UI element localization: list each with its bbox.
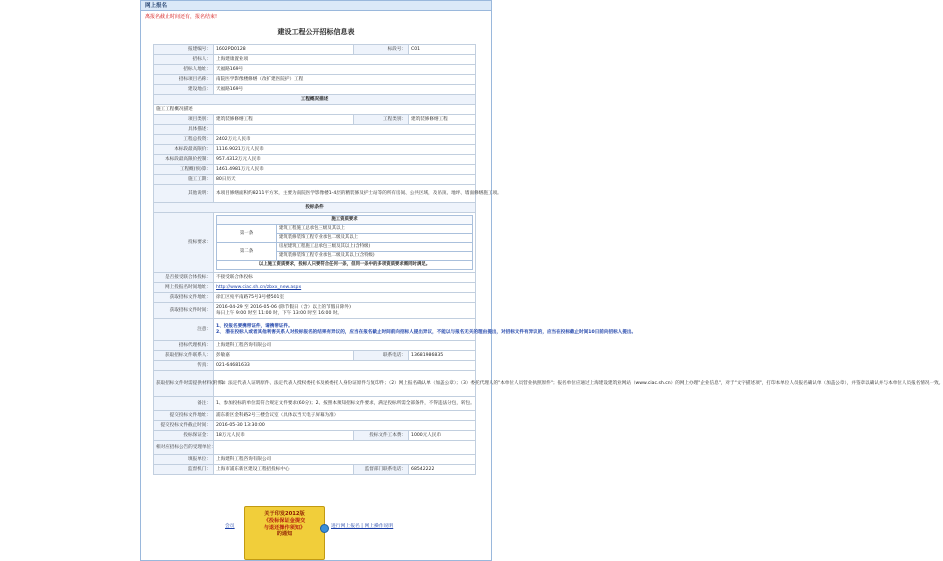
section-header — [154, 203, 476, 213]
field-label: 联系电话： — [354, 351, 409, 361]
field-label: 本标段最高限价控制： — [154, 155, 214, 165]
field-label: 备注： — [154, 397, 214, 411]
field-label: 报建编号： — [154, 45, 214, 55]
price-control: 957.4312万元人民币 — [214, 155, 476, 165]
contact-person: 彭敏嘉 — [214, 351, 354, 361]
online-registration-link[interactable]: 进行网上报名 | 网上操作说明 — [331, 524, 394, 529]
table-row — [154, 55, 476, 65]
time-range: 2016-04-29 至 2016-05-06 (除节假日（含）以上的节假日除外) — [216, 304, 351, 310]
table-row — [154, 273, 476, 283]
field-label: 网上投报名时间地址： — [154, 283, 214, 293]
qualification-item: 建筑装修装饰工程专业承包二级及其以上 — [277, 234, 473, 243]
popup-line: 关于印发2012版 — [264, 511, 305, 517]
field-label: 获取招标文件时需提供材料(附件)： — [154, 371, 214, 397]
table-row — [154, 351, 476, 361]
table-row — [154, 165, 476, 175]
document-title: 建设工程公开招标信息表 — [277, 28, 355, 36]
overview-subtitle: 施工工程概况描述 — [154, 105, 476, 115]
field-label: 提交投标文件地址： — [154, 411, 214, 421]
filling-unit: 上海建科工程咨询有限公司 — [214, 455, 476, 465]
qualification-note: 以上施工资质要求，投标人只要符合任何一条，但同一条中的多项资质要求需同时满足。 — [217, 261, 473, 270]
field-label: 投标保证金： — [154, 431, 214, 441]
table-row — [154, 175, 476, 185]
table-row — [154, 455, 476, 465]
deadline-warning: 离报名截止时间还有，报名结束! — [145, 14, 218, 20]
registration-url-cell — [214, 283, 476, 293]
field-label: 监督部门联系电话： — [354, 465, 409, 475]
fax-number: 021-64681633 — [214, 361, 476, 371]
table-row — [154, 371, 476, 397]
field-label: 具体描述： — [154, 125, 214, 135]
field-label: 获取招标文件地址： — [154, 293, 214, 303]
field-label: 标段号： — [354, 45, 409, 55]
table-row — [154, 361, 476, 371]
table-row — [154, 397, 476, 411]
table-row — [154, 135, 476, 145]
popup-badge-icon[interactable] — [320, 524, 329, 533]
notice-cell — [214, 319, 637, 341]
bidder-name: 上海建康置业项 — [214, 55, 476, 65]
field-label: 工程总投资： — [154, 135, 214, 145]
field-label: 填报单位： — [154, 455, 214, 465]
field-label: 招标人地址： — [154, 65, 214, 75]
lot-number: C01 — [409, 45, 476, 55]
engineering-type: 建筑装修修缮工程 — [409, 115, 476, 125]
other-notes: 本项目修缮面积约8211平方米，主要为南院医学影像楼1-4层的精装修及护士站等的所有房间、公共区域，及吊顶、地坪、墙面修缮施工项。 — [214, 185, 476, 203]
bid-number: 1602PD0128 — [214, 45, 354, 55]
submission-address: 浦东新区金科路2号三楼会议室（具体以当天电子屏幕为准） — [214, 411, 476, 421]
table-row — [154, 341, 476, 351]
qualification-cell — [214, 213, 476, 273]
field-label: 施工工期： — [154, 175, 214, 185]
submission-deadline: 2016-05-30 13:30:00 — [214, 421, 476, 431]
item-type: 建筑装修修缮工程 — [214, 115, 354, 125]
accepting-unit — [214, 441, 476, 455]
time-hours: 每日上午 9:00 时至 11:00 时，下午 13:00 时至 16:00 时。 — [216, 310, 343, 316]
registration-panel — [140, 0, 943, 561]
construction-site: 天福路169号 — [214, 85, 476, 95]
field-label: 是否接受联合体投标： — [154, 273, 214, 283]
section-overview-title: 工程概况描述 — [154, 95, 476, 105]
contact-phone: 13681986835 — [409, 351, 476, 361]
qualification-item: 建筑工程施工总承包三级及其以上 — [277, 225, 473, 234]
table-row — [154, 85, 476, 95]
table-row — [154, 213, 476, 273]
construction-period: 80日历天 — [214, 175, 476, 185]
field-label: 监督机门： — [154, 465, 214, 475]
notice-popup[interactable] — [244, 506, 325, 560]
document-cost: 1000元人民币 — [409, 431, 476, 441]
supervisor-phone: 68542222 — [409, 465, 476, 475]
table-row — [154, 185, 476, 203]
qualification-item: 房屋建筑工程施工总承包三级及其以上(含特级) — [277, 243, 473, 252]
table-row — [154, 75, 476, 85]
field-label: 投标文件工本费： — [354, 431, 409, 441]
budget-estimate: 1461.4981万元人民币 — [214, 165, 476, 175]
field-label: 其他说明： — [154, 185, 214, 203]
qualification-header: 施工资质要求 — [217, 216, 473, 225]
field-label: 招标项目名称： — [154, 75, 214, 85]
table-row — [154, 115, 476, 125]
field-label: 建设地点： — [154, 85, 214, 95]
table-row — [154, 65, 476, 75]
qualification-item: 建筑装修装饰工程专业承包二级及其以上(含特级) — [277, 252, 473, 261]
field-label: 工程概(预)算： — [154, 165, 214, 175]
table-row — [154, 441, 476, 455]
field-label: 注意： — [154, 319, 214, 341]
field-label: 相对应招标公告的受理单位： — [154, 441, 214, 455]
qualification-category: 第二条 — [217, 243, 277, 261]
table-row — [154, 45, 476, 55]
notice-2: 2、 潜在投标人或者其他利害关系人对投标报名的结果有异议的，应当在报名截止时间前向招标人提出异议，不能以与报名无关的理由提出，对招标文件有异议的，应当在投标截止时间10日前向招标人提出。 — [216, 329, 637, 335]
field-label: 项目类别： — [154, 115, 214, 125]
table-row — [154, 411, 476, 421]
detail-description — [214, 125, 476, 135]
document-time — [214, 303, 476, 319]
field-label: 招标代理机构： — [154, 341, 214, 351]
panel-title: 网上报名 — [141, 1, 491, 11]
table-row — [154, 303, 476, 319]
field-label: 获取招标文件时间： — [154, 303, 214, 319]
section-header — [154, 95, 476, 105]
notice-1: 1、投报名要携带证件，请携带证件。 — [216, 323, 293, 329]
field-label: 提交投标文件截止时间： — [154, 421, 214, 431]
qualification-table — [216, 215, 473, 270]
field-label: 工程类别： — [354, 115, 409, 125]
info-table — [153, 44, 943, 475]
document-address: 徐汇区宛平南路75号3号楼501室 — [214, 293, 476, 303]
joint-bid: 不接受联合体投标 — [214, 273, 476, 283]
field-label: 投标要求： — [154, 213, 214, 273]
table-row — [154, 155, 476, 165]
project-name: 南院医学影像楼修缮（改扩建医院护）工程 — [214, 75, 476, 85]
required-materials: （1）法定代表人证明原件、法定代表人授权委托书及被委托人身份证原件与复印件；（2）网上报名确认单（加盖公章）；（3）委托代理人的"本单位人员营业执照原件"；报名单位应通过上海建设建筑业网站（www.ciac.sh.cn）的网上办理"企业信息"，对于"文字描述项"，打印本单位人员报名确认单（加盖公章），并签章以确认并与本单位人员报名情况一致。 — [214, 371, 476, 397]
table-row — [154, 105, 476, 115]
field-label: 传真： — [154, 361, 214, 371]
table-row — [154, 293, 476, 303]
bidder-address: 天福路169号 — [214, 65, 476, 75]
field-label: 本标段最高限价： — [154, 145, 214, 155]
section-requirements-title: 投标条件 — [154, 203, 476, 213]
table-row — [154, 125, 476, 135]
field-label: 招标人： — [154, 55, 214, 65]
popup-line: 与退还操作须知》 — [263, 524, 306, 531]
registration-link[interactable]: http://www.ciac.sh.cn/zbxx_new.aspx — [216, 284, 302, 290]
bid-bond: 18万元人民币 — [214, 431, 354, 441]
popup-line: 《投标保证金提交 — [263, 517, 306, 524]
table-row — [154, 465, 476, 475]
popup-line: 的通知 — [276, 531, 293, 538]
qualification-category: 第一条 — [217, 225, 277, 243]
field-label: 获取招标文件联系人： — [154, 351, 214, 361]
member-link[interactable]: 会员 — [225, 524, 235, 529]
remarks: 1、参加投标的单位需符合规定文件要求(60分)；2、按照本须知招标文件要求，满足投标所需全部条件，不得违法分包，转包。 — [214, 397, 476, 411]
table-row — [154, 319, 476, 341]
supervisor: 上海市浦东新区建设工程招投标中心 — [214, 465, 354, 475]
total-investment: 2402万元人民币 — [214, 135, 476, 145]
table-row — [154, 283, 476, 293]
price-limit: 1116.9021万元人民币 — [214, 145, 476, 155]
table-row — [154, 421, 476, 431]
table-row — [154, 145, 476, 155]
agency: 上海建科工程咨询有限公司 — [214, 341, 476, 351]
table-row — [154, 431, 476, 441]
